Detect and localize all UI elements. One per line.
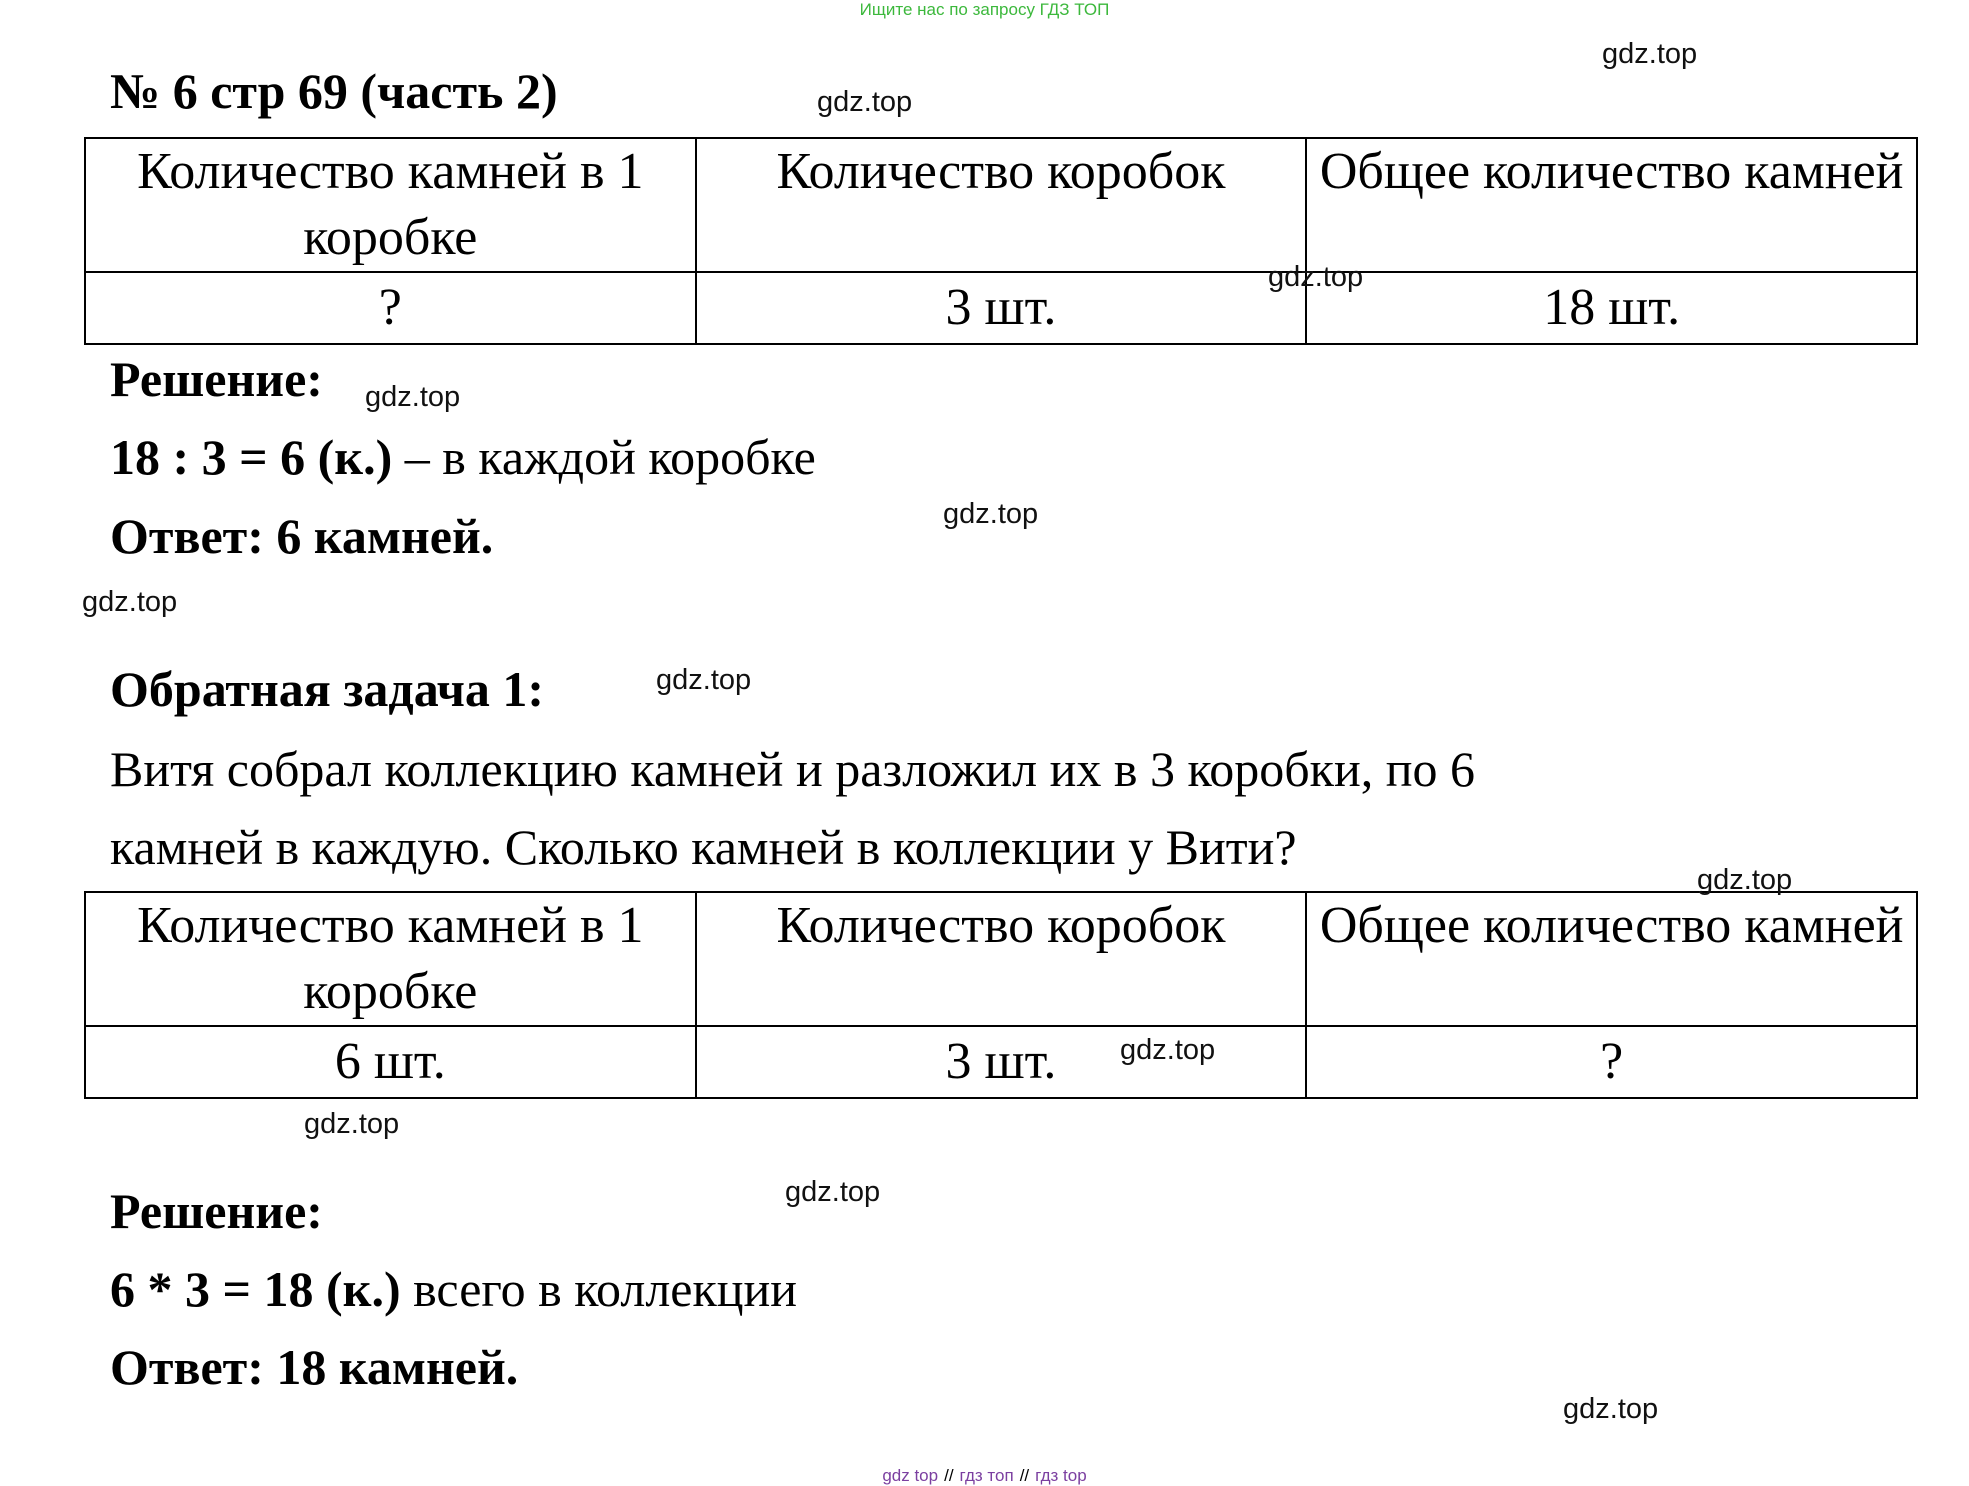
watermark: gdz.top <box>1120 1034 1216 1066</box>
header-cell: Количество камней в 1 коробке <box>85 892 696 1026</box>
solution-comment-1: – в каждой коробке <box>392 429 816 485</box>
footer-separator: // <box>944 1466 954 1485</box>
solution-expression-1: 18 : 3 = 6 (к.) <box>110 429 393 485</box>
footer-link[interactable]: гдз топ <box>959 1466 1014 1485</box>
solution-comment-2: всего в коллекции <box>400 1261 798 1317</box>
header-cell: Количество коробок <box>696 892 1307 1026</box>
table-cell: ? <box>85 272 696 344</box>
watermark: gdz.top <box>817 86 913 118</box>
table-row <box>85 272 1917 344</box>
watermark: gdz.top <box>304 1108 400 1140</box>
table-cell: ? <box>1306 1026 1917 1098</box>
watermark: gdz.top <box>82 586 178 618</box>
header-cell: Количество коробок <box>696 138 1307 272</box>
watermark: gdz.top <box>1268 261 1364 293</box>
answer-2: Ответ: 18 камней. <box>110 1339 519 1395</box>
table-header-row <box>85 892 1917 1026</box>
data-table-1 <box>84 137 1918 345</box>
table-header-row <box>85 138 1917 272</box>
inverse-task-text-line-1: Витя собрал коллекцию камней и разложил их в 3 коробки, по 6 <box>110 741 1475 797</box>
header-cell: Количество камней в 1 коробке <box>85 138 696 272</box>
watermark: gdz.top <box>1602 38 1698 70</box>
answer-1: Ответ: 6 камней. <box>110 508 494 564</box>
inverse-task-text-line-2: камней в каждую. Сколько камней в коллекции у Вити? <box>110 819 1297 875</box>
top-banner: Ищите нас по запросу ГДЗ ТОП <box>859 0 1110 19</box>
data-table-2 <box>84 891 1918 1099</box>
footer-separator: // <box>1019 1466 1030 1485</box>
table-cell: 3 шт. <box>696 272 1307 344</box>
solution-line-2 <box>110 1260 797 1318</box>
solution-expression-2: 6 * 3 = 18 (к.) <box>110 1261 401 1317</box>
table-cell: 6 шт. <box>85 1026 696 1098</box>
footer-link[interactable]: гдз top <box>1035 1466 1087 1485</box>
solution-label-2: Решение: <box>110 1183 323 1239</box>
table-row <box>85 1026 1917 1098</box>
solution-line-1 <box>110 428 816 486</box>
watermark: gdz.top <box>1563 1393 1659 1425</box>
solution-label-1: Решение: <box>110 351 323 407</box>
footer-links <box>0 1466 1969 1486</box>
header-cell: Общее количество камней <box>1306 892 1917 1026</box>
watermark: gdz.top <box>943 498 1039 530</box>
table-cell: 18 шт. <box>1306 272 1917 344</box>
watermark: gdz.top <box>656 664 752 696</box>
inverse-task-title: Обратная задача 1: <box>110 661 545 717</box>
page-title: № 6 стр 69 (часть 2) <box>110 63 558 119</box>
watermark: gdz.top <box>365 381 461 413</box>
watermark: gdz.top <box>1697 864 1793 896</box>
watermark: gdz.top <box>785 1176 881 1208</box>
header-cell: Общее количество камней <box>1306 138 1917 272</box>
table-cell: 3 шт. <box>696 1026 1307 1098</box>
footer-link[interactable]: gdz top <box>882 1466 939 1485</box>
